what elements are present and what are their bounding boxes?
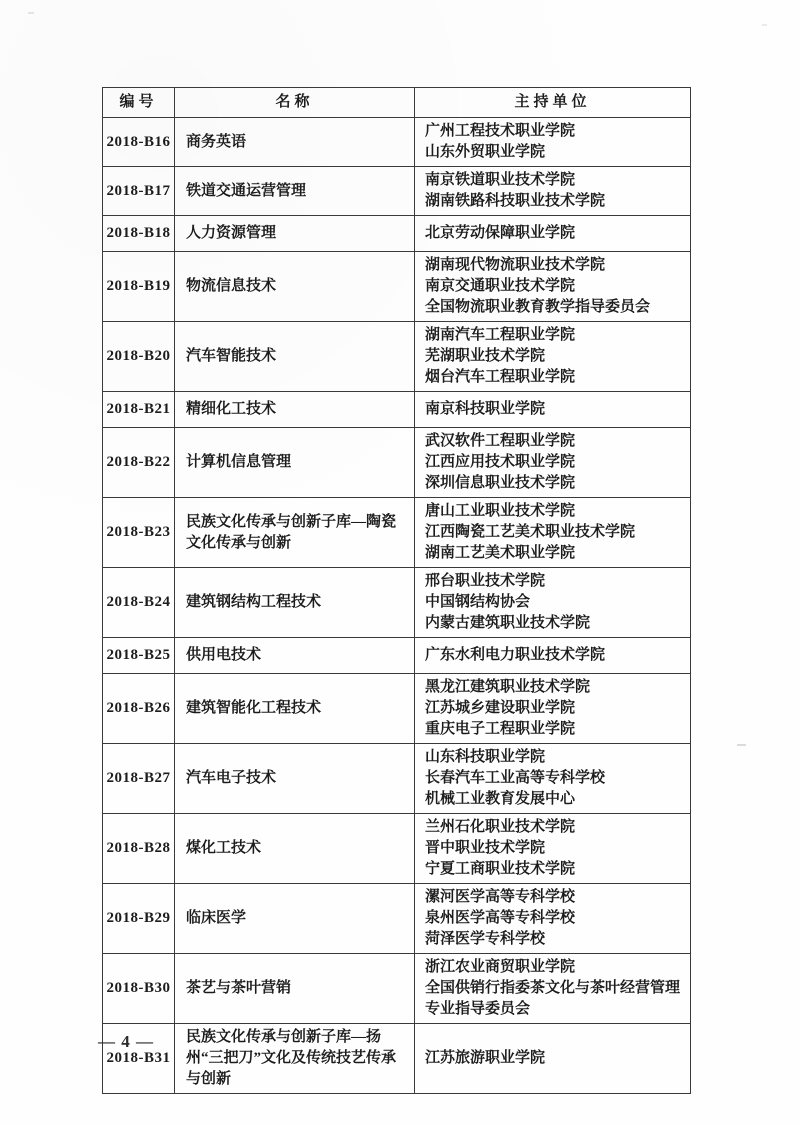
host-unit: 中国钢结构协会 xyxy=(425,594,531,610)
project-name: 茶艺与茶叶营销 xyxy=(175,954,415,1024)
host-unit: 江苏旅游职业学院 xyxy=(425,1050,546,1066)
host-unit: 漯河医学高等专科学校 xyxy=(425,889,576,905)
project-id: 2018-B19 xyxy=(103,252,175,322)
project-id: 2018-B24 xyxy=(103,568,175,638)
host-unit: 广州工程技术职业学院 xyxy=(425,123,576,139)
host-unit: 湖南铁路科技职业技术学院 xyxy=(425,193,606,209)
host-unit: 深圳信息职业技术学院 xyxy=(425,475,576,491)
project-name: 建筑智能化工程技术 xyxy=(175,674,415,744)
project-name: 建筑钢结构工程技术 xyxy=(175,568,415,638)
host-units xyxy=(415,638,691,674)
project-id: 2018-B30 xyxy=(103,954,175,1024)
table-row xyxy=(103,322,691,392)
host-unit: 南京铁道职业技术学院 xyxy=(425,172,576,188)
header-name: 名称 xyxy=(175,88,415,118)
host-units xyxy=(415,216,691,252)
table-row xyxy=(103,216,691,252)
project-id: 2018-B16 xyxy=(103,118,175,167)
project-name: 物流信息技术 xyxy=(175,252,415,322)
project-id: 2018-B28 xyxy=(103,814,175,884)
host-units xyxy=(415,392,691,428)
project-name: 供用电技术 xyxy=(175,638,415,674)
table-row xyxy=(103,498,691,568)
project-name: 人力资源管理 xyxy=(175,216,415,252)
host-units xyxy=(415,252,691,322)
host-unit: 宁夏工商职业技术学院 xyxy=(425,861,576,877)
host-units xyxy=(415,1024,691,1094)
host-unit: 邢台职业技术学院 xyxy=(425,573,546,589)
host-units xyxy=(415,814,691,884)
host-unit: 泉州医学高等专科学校 xyxy=(425,910,576,926)
project-name: 汽车智能技术 xyxy=(175,322,415,392)
host-units xyxy=(415,568,691,638)
host-units xyxy=(415,884,691,954)
scan-speck xyxy=(737,744,746,746)
host-units xyxy=(415,744,691,814)
host-units xyxy=(415,428,691,498)
table-row xyxy=(103,744,691,814)
table-row xyxy=(103,167,691,216)
project-id: 2018-B26 xyxy=(103,674,175,744)
table-row xyxy=(103,884,691,954)
table-row xyxy=(103,118,691,167)
project-id: 2018-B29 xyxy=(103,884,175,954)
host-unit: 兰州石化职业技术学院 xyxy=(425,819,576,835)
host-unit: 武汉软件工程职业学院 xyxy=(425,433,576,449)
project-id: 2018-B20 xyxy=(103,322,175,392)
host-unit: 全国物流职业教育教学指导委员会 xyxy=(425,299,651,315)
host-unit: 山东科技职业学院 xyxy=(425,749,546,765)
host-unit: 湖南汽车工程职业学院 xyxy=(425,327,576,343)
table-row xyxy=(103,1024,691,1094)
table-row xyxy=(103,252,691,322)
host-unit: 江西应用技术职业学院 xyxy=(425,454,576,470)
project-name: 民族文化传承与创新子库—陶瓷文化传承与创新 xyxy=(175,498,415,568)
host-unit: 长春汽车工业高等专科学校 xyxy=(425,770,606,786)
host-unit: 南京科技职业学院 xyxy=(425,401,546,417)
project-name: 计算机信息管理 xyxy=(175,428,415,498)
host-unit: 机械工业教育发展中心 xyxy=(425,791,576,807)
host-unit: 广东水利电力职业技术学院 xyxy=(425,647,606,663)
host-unit: 芜湖职业技术学院 xyxy=(425,348,546,364)
host-units xyxy=(415,674,691,744)
table-row xyxy=(103,814,691,884)
host-unit: 全国供销行指委茶文化与茶叶经营管理专业指导委员会 xyxy=(425,980,681,1017)
host-unit: 浙江农业商贸职业学院 xyxy=(425,959,576,975)
project-name: 铁道交通运营管理 xyxy=(175,167,415,216)
project-name: 临床医学 xyxy=(175,884,415,954)
host-unit: 烟台汽车工程职业学院 xyxy=(425,369,576,385)
project-name: 民族文化传承与创新子库—扬州“三把刀”文化及传统技艺传承与创新 xyxy=(175,1024,415,1094)
host-unit: 菏泽医学专科学校 xyxy=(425,931,546,947)
project-id: 2018-B22 xyxy=(103,428,175,498)
host-unit: 江西陶瓷工艺美术职业技术学院 xyxy=(425,524,636,540)
host-units xyxy=(415,322,691,392)
project-name: 煤化工技术 xyxy=(175,814,415,884)
host-units xyxy=(415,118,691,167)
project-id: 2018-B27 xyxy=(103,744,175,814)
project-id: 2018-B31 xyxy=(103,1024,175,1094)
table-row xyxy=(103,638,691,674)
project-id: 2018-B23 xyxy=(103,498,175,568)
host-unit: 晋中职业技术学院 xyxy=(425,840,546,856)
table-row xyxy=(103,392,691,428)
project-table xyxy=(102,87,691,1094)
host-unit: 山东外贸职业学院 xyxy=(425,144,546,160)
host-unit: 湖南现代物流职业技术学院 xyxy=(425,257,606,273)
scan-speck xyxy=(762,24,767,26)
host-unit: 重庆电子工程职业学院 xyxy=(425,721,576,737)
table-row xyxy=(103,428,691,498)
table-row xyxy=(103,568,691,638)
host-unit: 黑龙江建筑职业技术学院 xyxy=(425,679,591,695)
host-unit: 湖南工艺美术职业学院 xyxy=(425,545,576,561)
host-unit: 唐山工业职业技术学院 xyxy=(425,503,576,519)
host-units xyxy=(415,498,691,568)
project-id: 2018-B18 xyxy=(103,216,175,252)
host-unit: 江苏城乡建设职业学院 xyxy=(425,700,576,716)
header-id: 编号 xyxy=(103,88,175,118)
project-name: 商务英语 xyxy=(175,118,415,167)
host-unit: 南京交通职业技术学院 xyxy=(425,278,576,294)
host-unit: 北京劳动保障职业学院 xyxy=(425,225,576,241)
scan-speck xyxy=(28,12,34,14)
project-id: 2018-B17 xyxy=(103,167,175,216)
table-row xyxy=(103,954,691,1024)
project-name: 汽车电子技术 xyxy=(175,744,415,814)
header-host: 主持单位 xyxy=(415,88,691,118)
project-id: 2018-B21 xyxy=(103,392,175,428)
project-id: 2018-B25 xyxy=(103,638,175,674)
table-header-row xyxy=(103,88,691,118)
page-number: — 4 — xyxy=(98,1032,154,1051)
table-row xyxy=(103,674,691,744)
host-units xyxy=(415,167,691,216)
project-name: 精细化工技术 xyxy=(175,392,415,428)
host-units xyxy=(415,954,691,1024)
host-unit: 内蒙古建筑职业技术学院 xyxy=(425,615,591,631)
